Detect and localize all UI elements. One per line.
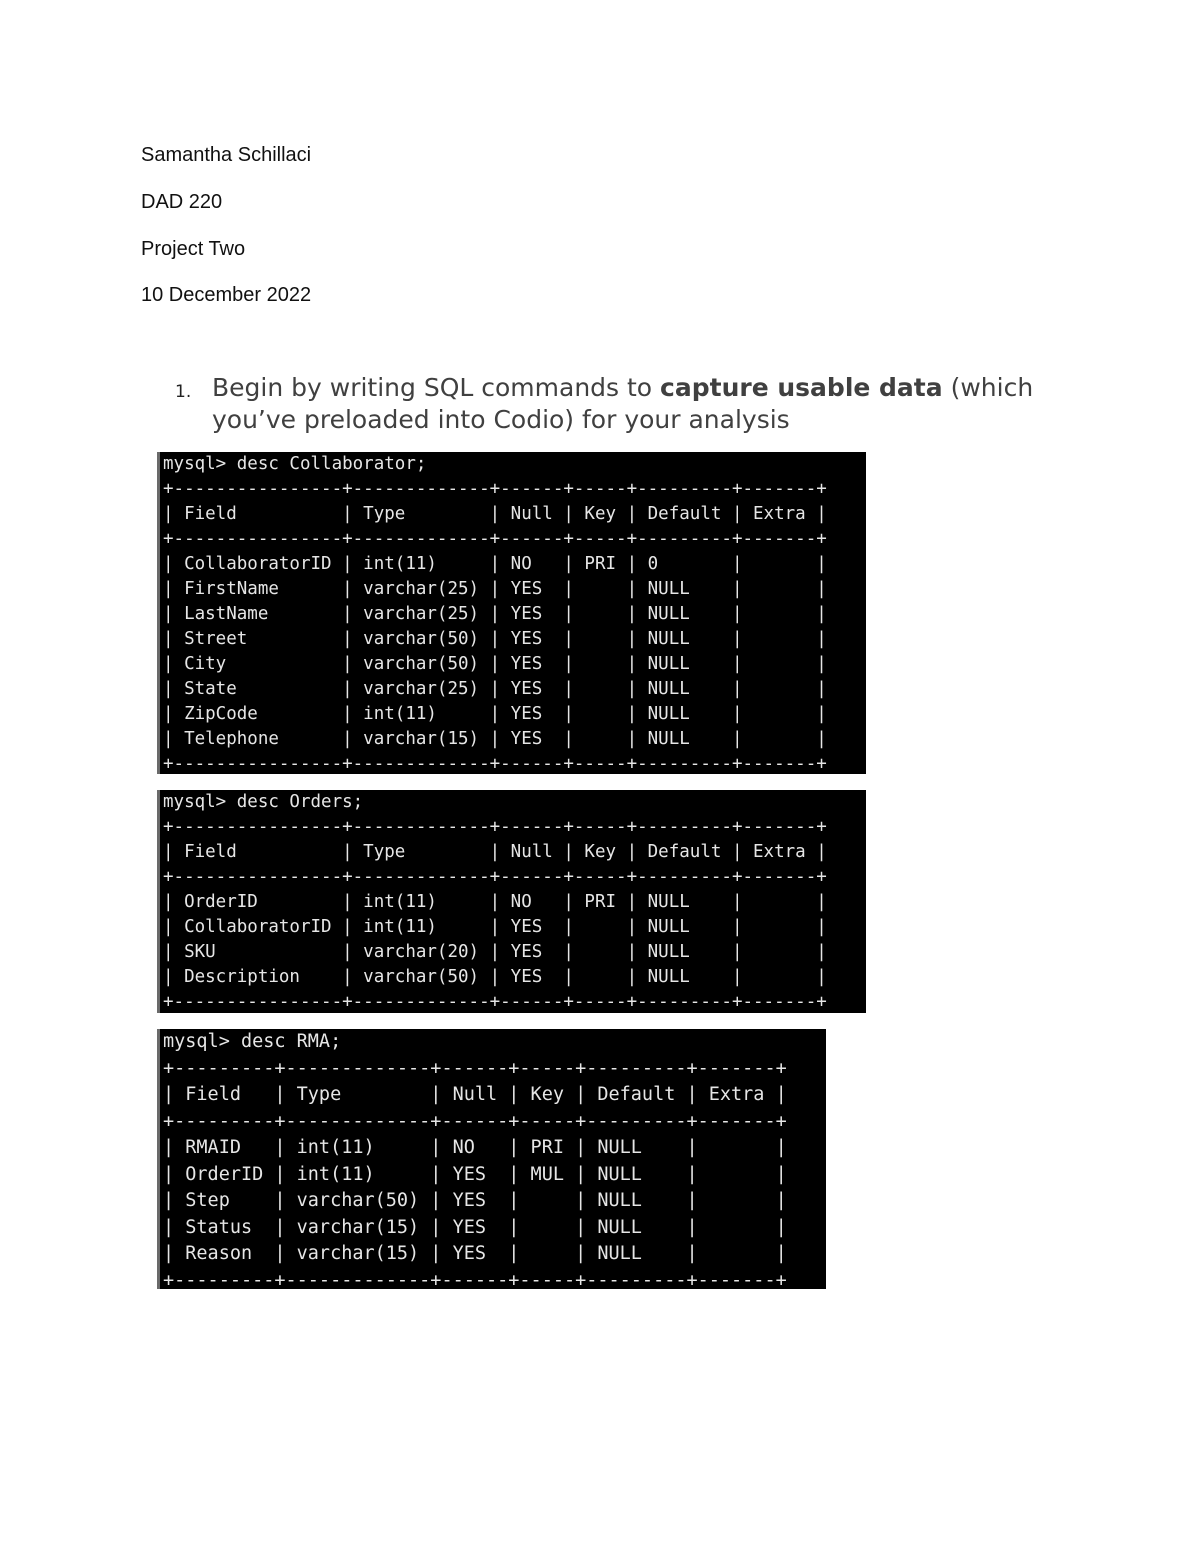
question-text-bold: capture usable data <box>660 373 943 402</box>
author-name: Samantha Schillaci <box>141 144 312 166</box>
question-text <box>212 372 1055 436</box>
course-code: DAD 220 <box>141 191 223 213</box>
document-date: 10 December 2022 <box>141 284 312 306</box>
question-text-start: Begin by writing SQL commands to <box>212 373 661 402</box>
question-item <box>175 372 1055 436</box>
terminal-output: mysql> desc Orders; +----------------+-------------+------+-----+---------+-------+ | Field | Type | Null | Key | Default | Extra | +----------------+-------------+------+-----+---------+-------+ | OrderID | int(11) | NO | PRI | NULL | | | CollaboratorID | int(11) | YES | | NULL | | | SKU | varchar(20) | YES | | NULL | | | Description | varchar(50) | YES | | NULL | | +----------------+-------------+------+-----+---------+-------+ <box>163 792 827 1012</box>
question-text-end: (which you’ve preloaded into Codio) for your analysis <box>212 373 1034 434</box>
terminal-desc-rma <box>157 1029 826 1289</box>
terminal-output: mysql> desc RMA; +---------+-------------+------+-----+---------+-------+ | Field | Type | Null | Key | Default | Extra | +---------+-------------+------+-----+---------+-------+ | RMAID | int(11) | NO | PRI | NULL | | | OrderID | int(11) | YES | MUL | NULL | | | Step | varchar(50) | YES | | NULL | | | Status | varchar(15) | YES | | NULL | | | Reason | varchar(15) | YES | | NULL | | +---------+-------------+------+-----+---------+-------+ <box>163 1031 787 1291</box>
terminal-output: mysql> desc Collaborator; +----------------+-------------+------+-----+---------+-------+ | Field | Type | Null | Key | Default | Extra | +----------------+-------------+------+-----+---------+-------+ | CollaboratorID | int(11) | NO | PRI | 0 | | | FirstName | varchar(25) | YES | | NULL | | | LastName | varchar(25) | YES | | NULL | | | Street | varchar(50) | YES | | NULL | | | City | varchar(50) | YES | | NULL | | | State | varchar(25) | YES | | NULL | | | ZipCode | int(11) | YES | | NULL | | | Telephone | varchar(15) | YES | | NULL | | +----------------+-------------+------+-----+---------+-------+ <box>163 454 827 774</box>
terminal-desc-orders <box>157 790 866 1013</box>
question-number: 1. <box>175 382 192 402</box>
project-title: Project Two <box>141 238 246 260</box>
terminal-desc-collaborator <box>157 452 866 774</box>
